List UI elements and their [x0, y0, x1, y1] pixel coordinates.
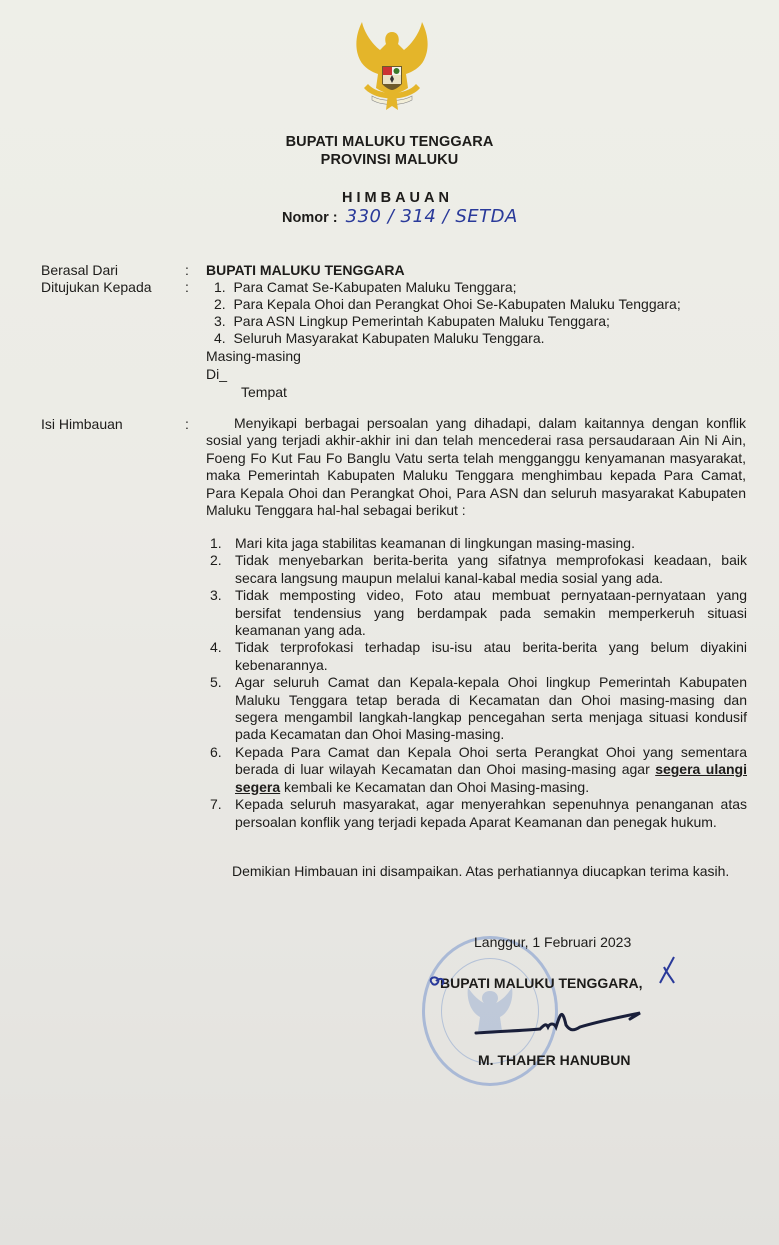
document-title: HIMBAUAN — [342, 190, 453, 206]
recipient-item: 2. Para Kepala Ohoi dan Perangkat Ohoi Se-Kabupaten Maluku Tenggara; — [214, 296, 681, 312]
recipient-item: 1. Para Camat Se-Kabupaten Maluku Tenggara; — [214, 279, 517, 295]
instruction-item: 4. Tidak terprofokasi terhadap isu-isu atau berita-berita yang belum diyakini kebenarannya. — [210, 639, 747, 673]
from-value: BUPATI MALUKU TENGGARA — [206, 262, 405, 278]
nomor-label: Nomor : — [282, 210, 338, 226]
instruction-item: 1. Mari kita jaga stabilitas keamanan di lingkungan masing-masing. — [210, 535, 635, 551]
place-date: Langgur, 1 Februari 2023 — [474, 934, 632, 950]
province-title: PROVINSI MALUKU — [320, 152, 459, 168]
issuer-title: BUPATI MALUKU TENGGARA — [285, 134, 494, 150]
from-label: Berasal Dari — [41, 262, 119, 278]
nomor-handwritten-value: 330 / 314 / SETDA — [345, 206, 518, 227]
garuda-emblem-icon — [342, 22, 442, 114]
instruction-item: 2. Tidak menyebarkan berita-berita yang sifatnya memprofokasi keadaan, baik secara langsung maupun melalui kanal-kabal media sosial yang ada. — [210, 552, 747, 586]
instruction-item: 3. Tidak memposting video, Foto atau membuat pernyataan-pernyataan yang bersifat tendensius yang berdampak pada semakin memperkeruh situasi keamanan yang ada. — [210, 587, 747, 639]
instruction-item: 6. Kepada Para Camat dan Kepala Ohoi serta Perangkat Ohoi yang sementara berada di luar wilayah Kecamatan dan Ohoi masing-masing agar segera ulangi segera kembali ke Kecamatan dan Ohoi Masing-masing. — [210, 743, 747, 795]
masing-masing-text: Masing-masing — [206, 348, 301, 364]
tempat-text: Tempat — [241, 384, 287, 400]
recipient-item: 4. Seluruh Masyarakat Kabupaten Maluku Tenggara. — [214, 330, 545, 346]
instruction-item: 7. Kepada seluruh masyarakat, agar menyerahkan sepenuhnya penanganan atas persoalan konflik yang terjadi kepada Aparat Keamanan dan penegak hukum. — [210, 796, 747, 830]
instruction-item: 5. Agar seluruh Camat dan Kepala-kepala Ohoi lingkup Pemerintah Kabupaten Maluku Tenggara tetap berada di Kecamatan dan Ohoi masing-masing dan segera mengambil langkah-langkap pencegahan serta menjaga situasi kondusif pada Kecamatan dan Ohoi Masing-masing. — [210, 674, 747, 743]
content-colon: : — [185, 416, 189, 432]
from-colon: : — [185, 262, 189, 278]
content-label: Isi Himbauan — [41, 416, 123, 432]
closing-paragraph: Demikian Himbauan ini disampaikan. Atas perhatiannya diucapkan terima kasih. — [232, 863, 730, 879]
signature-scribble — [470, 1005, 650, 1041]
to-label: Ditujukan Kepada — [41, 279, 152, 295]
emphasis-text: segera ulangi segera — [235, 761, 747, 795]
signatory-name: M. THAHER HANUBUN — [478, 1052, 631, 1068]
intro-paragraph: Menyikapi berbagai persoalan yang dihadapi, dalam kaitannya dengan konflik sosial yang terjadi akhir-akhir ini dan telah mencederai rasa persaudaraan Ain Ni Ain, Foeng Fo Kut Fau Fo Banglu Vatu serta telah mengganggu kenyamanan masyarakat, maka Pemerintah Kabupaten Maluku Tenggara menghimbau kepada Para Camat, Para Kepala Ohoi dan Perangkat Ohoi, Para ASN dan seluruh masyarakat Kabupaten Maluku Tenggara hal-hal sebagai berikut : — [206, 415, 746, 519]
signatory-title: BUPATI MALUKU TENGGARA, — [440, 975, 643, 991]
recipient-item: 3. Para ASN Lingkup Pemerintah Kabupaten Maluku Tenggara; — [214, 313, 610, 329]
to-colon: : — [185, 279, 189, 295]
di-text: Di_ — [206, 366, 228, 382]
instruction-list — [207, 535, 747, 831]
document-number — [282, 206, 518, 227]
